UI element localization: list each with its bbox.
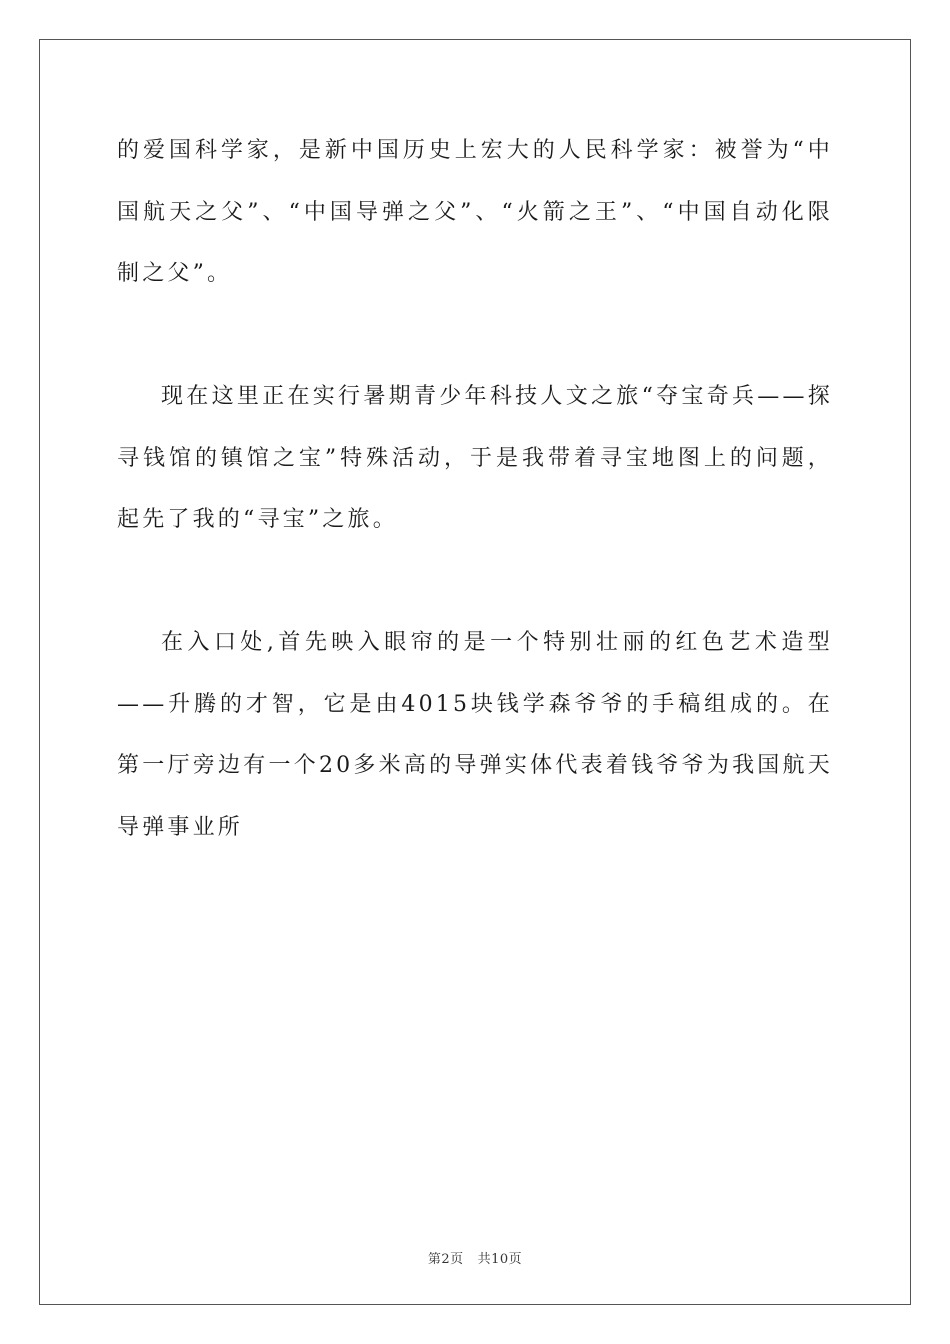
paragraph-2: 现在这里正在实行暑期青少年科技人文之旅“夺宝奇兵——探寻钱馆的镇馆之宝”特殊活动，于是我带着寻宝地图上的问题，起先了我的“寻宝”之旅。 bbox=[117, 384, 833, 532]
page-footer bbox=[0, 1248, 950, 1267]
paragraph-1: 的爱国科学家，是新中国历史上宏大的人民科学家：被誉为“中国航天之父”、“中国导弹之父”、“火箭之王”、“中国自动化限制之父”。 bbox=[117, 138, 833, 286]
document-body bbox=[117, 120, 833, 858]
page-number: 第2页 bbox=[427, 1252, 464, 1267]
paragraph-3: 在入口处,首先映入眼帘的是一个特别壮丽的红色艺术造型——升腾的才智，它是由4015块钱学森爷爷的手稿组成的。在第一厅旁边有一个20多米高的导弹实体代表着钱爷爷为我国航天导弹事业所 bbox=[117, 630, 833, 840]
page-total: 共10页 bbox=[477, 1252, 523, 1267]
